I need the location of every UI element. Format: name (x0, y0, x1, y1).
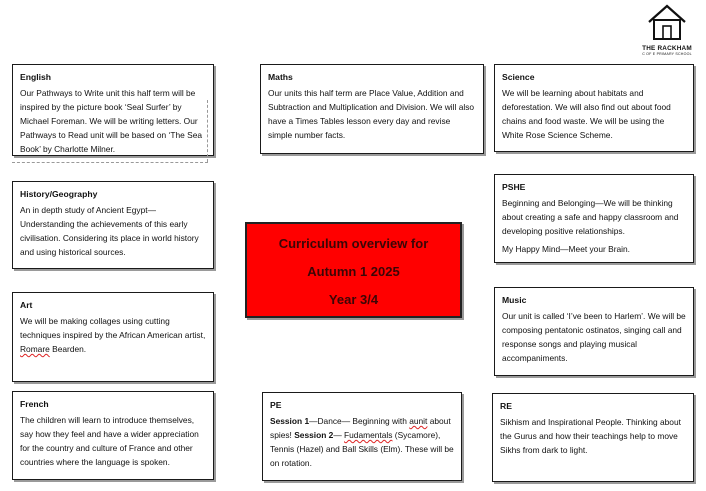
banner-line-1: Curriculum overview for (278, 236, 429, 251)
science-text: We will be learning about habitats and deforestation. We will also find out about food chains and food waste. We will be using the White Rose Science Scheme. (502, 88, 671, 140)
music-title: Music (502, 295, 527, 305)
english-text: Our Pathways to Write unit this half term will be inspired by the picture book ‘Seal Surfer’ by Michael Foreman. We will be writing letters. Our Pathways to Read unit will be based on ‘The Sea Book’ by Charlotte Milner. (20, 88, 203, 154)
art-artist-name: Romare (20, 344, 50, 354)
re-text: Sikhism and Inspirational People. Thinking about the Gurus and how their teachings help to move Sikhs from dark to light. (500, 417, 681, 455)
pe-title: PE (270, 400, 282, 410)
french-text: The children will learn to introduce themselves, say how they feel and have a wider appreciation for the country and culture of France and other countries where the language is spoken. (20, 415, 199, 467)
art-box (12, 292, 214, 382)
pshe-box (494, 174, 694, 263)
school-logo (632, 4, 702, 57)
maths-title: Maths (268, 72, 293, 82)
church-icon (647, 4, 687, 40)
english-title: English (20, 72, 52, 82)
curriculum-overview-banner (245, 222, 462, 318)
music-text: Our unit is called ‘I’ve been to Harlem’. We will be composing pentatonic ostinatos, singing call and response songs and playing musical accompaniments. (502, 311, 686, 363)
re-box (492, 393, 694, 482)
history-text: An in depth study of Ancient Egypt— Understanding the achievements of this early civilisation. Considering its place in world history and using historical sources. (20, 205, 199, 257)
pe-misspelt-word-1: aunit (409, 416, 428, 426)
re-title: RE (500, 401, 512, 411)
school-name: THE RACKHAM (642, 45, 692, 52)
maths-text: Our units this half term are Place Value, Addition and Subtraction and Multiplication and Division. We will also have a Times Tables lesson every day and revise simple number facts. (268, 88, 475, 140)
pe-text: Session 1—Dance— Beginning with aunit about spies! Session 2— Fudamentals (Sycamore), Tennis (Hazel) and Ball Skills (Elm). These will be on rotation. (270, 416, 454, 468)
banner-line-2: Autumn 1 2025 (307, 264, 400, 279)
art-text: We will be making collages using cutting techniques inspired by the African American artist, Romare Bearden. (20, 316, 206, 354)
english-dashed-right (207, 100, 208, 162)
pshe-title: PSHE (502, 182, 526, 192)
maths-box (260, 64, 484, 154)
pe-box (262, 392, 462, 481)
science-box (494, 64, 694, 152)
english-dashed-extension (12, 156, 208, 163)
pshe-text-2: My Happy Mind—Meet your Brain. (502, 244, 630, 254)
science-title: Science (502, 72, 535, 82)
art-title: Art (20, 300, 33, 310)
history-title: History/Geography (20, 189, 98, 199)
pshe-text: Beginning and Belonging—We will be thinking about creating a safe and happy classroom and developing positive relationships. (502, 198, 679, 236)
french-title: French (20, 399, 49, 409)
english-box (12, 64, 214, 156)
history-geography-box (12, 181, 214, 269)
french-box (12, 391, 214, 480)
school-subtitle: C OF E PRIMARY SCHOOL (642, 52, 692, 56)
music-box (494, 287, 694, 376)
banner-line-3: Year 3/4 (328, 292, 379, 307)
pe-misspelt-word-2: Fudamentals (344, 430, 393, 440)
